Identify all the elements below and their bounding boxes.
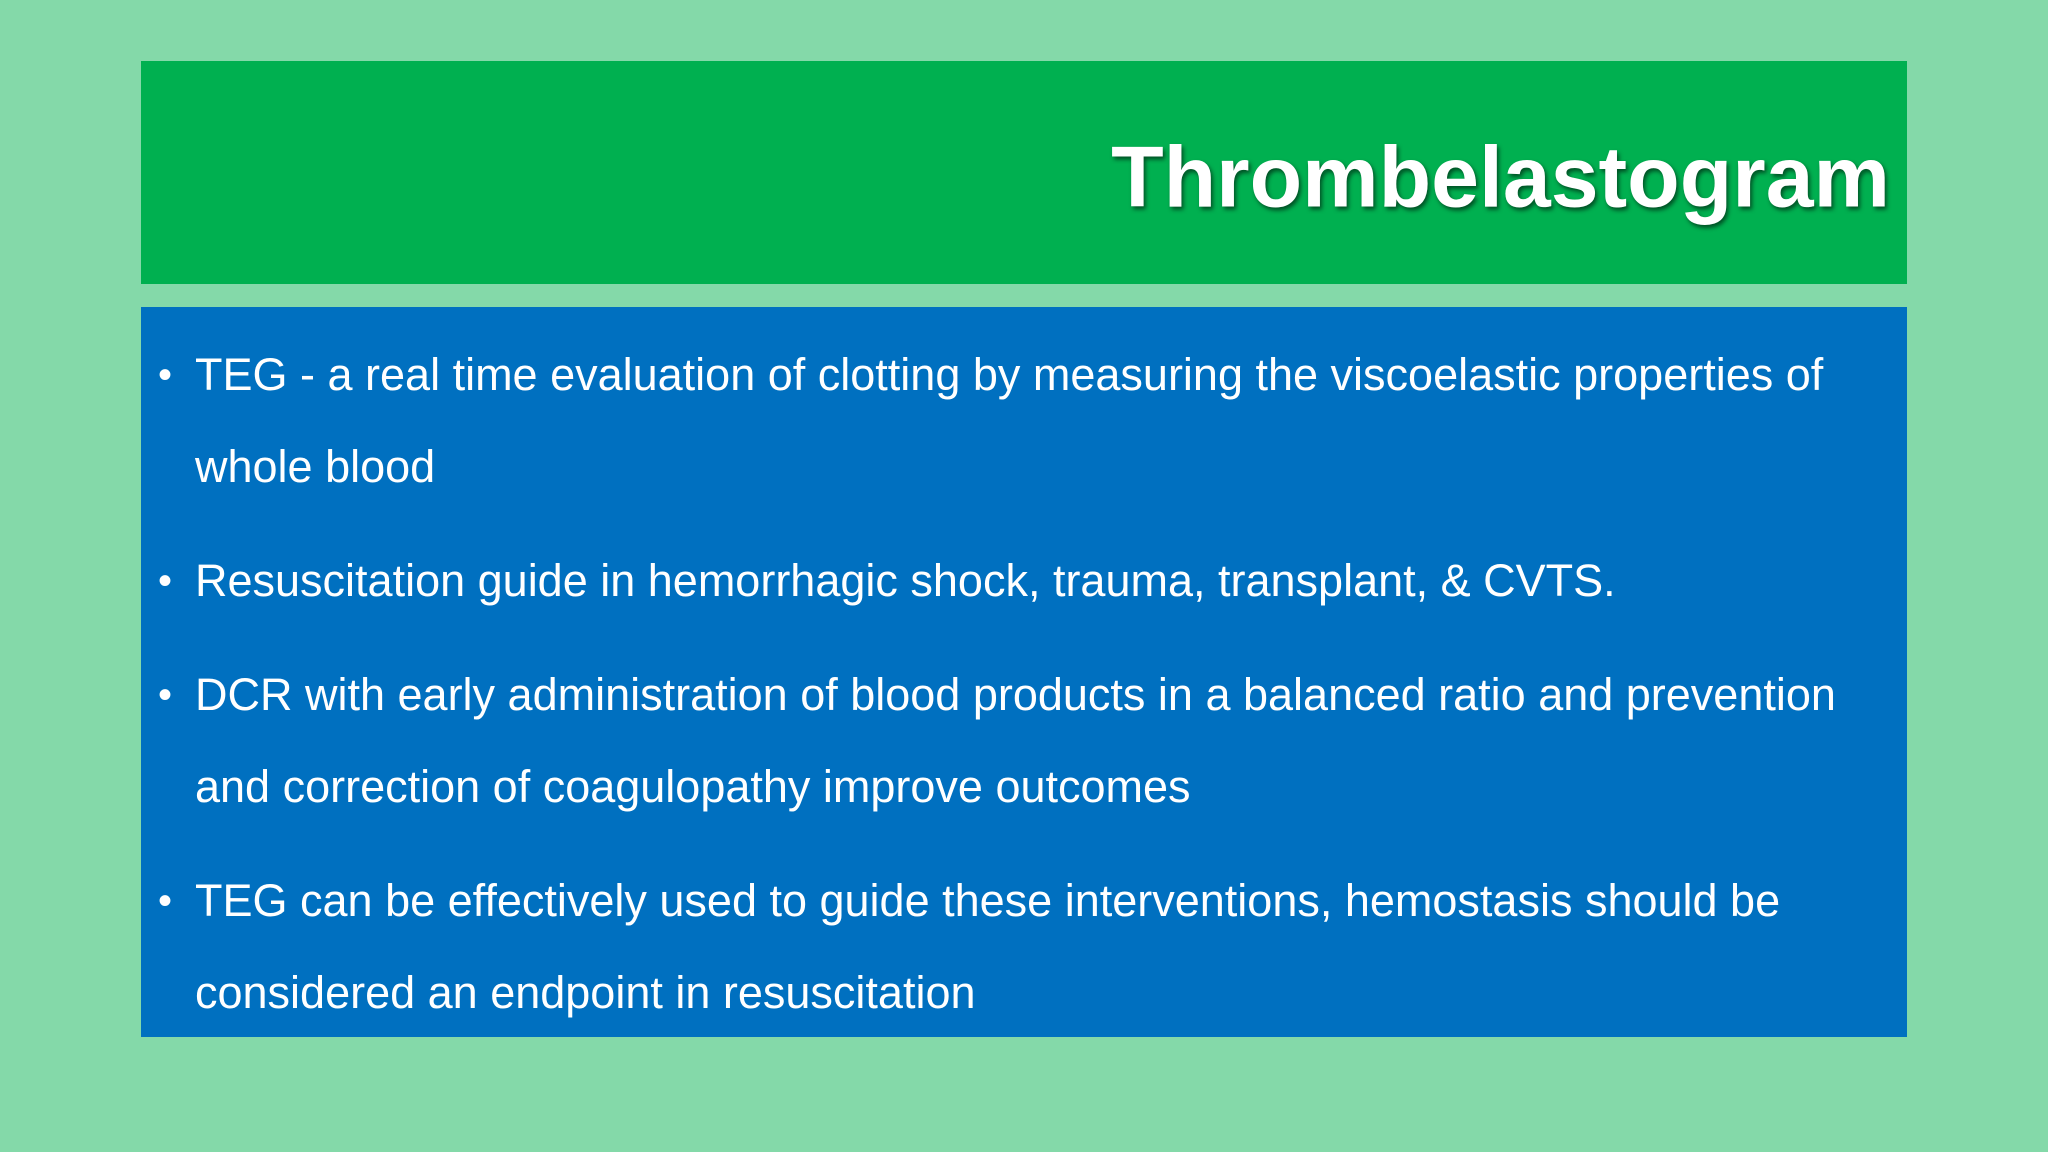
- bullet-text: Resuscitation guide in hemorrhagic shock, trauma, transplant, & CVTS.: [195, 555, 1616, 606]
- bullet-list: [141, 329, 1907, 1061]
- bullet-dot-icon: •: [158, 559, 173, 603]
- bullet-item: [141, 855, 1847, 1039]
- bullet-dot-icon: •: [158, 879, 173, 923]
- slide-title: Thrombelastogram: [1111, 129, 1890, 226]
- bullet-dot-icon: •: [158, 673, 173, 717]
- bullet-item: [141, 329, 1847, 513]
- bullet-dot-icon: •: [158, 353, 173, 397]
- bullet-text: TEG - a real time evaluation of clotting by measuring the viscoelastic properties of whole blood: [195, 349, 1824, 492]
- content-box: [141, 307, 1907, 1037]
- bullet-item: [141, 535, 1847, 627]
- bullet-item: [141, 649, 1847, 833]
- title-bar: [141, 61, 1907, 284]
- bullet-text: TEG can be effectively used to guide these interventions, hemostasis should be considered an endpoint in resuscitation: [195, 875, 1781, 1018]
- bullet-text: DCR with early administration of blood products in a balanced ratio and prevention and correction of coagulopathy improve outcomes: [195, 669, 1836, 812]
